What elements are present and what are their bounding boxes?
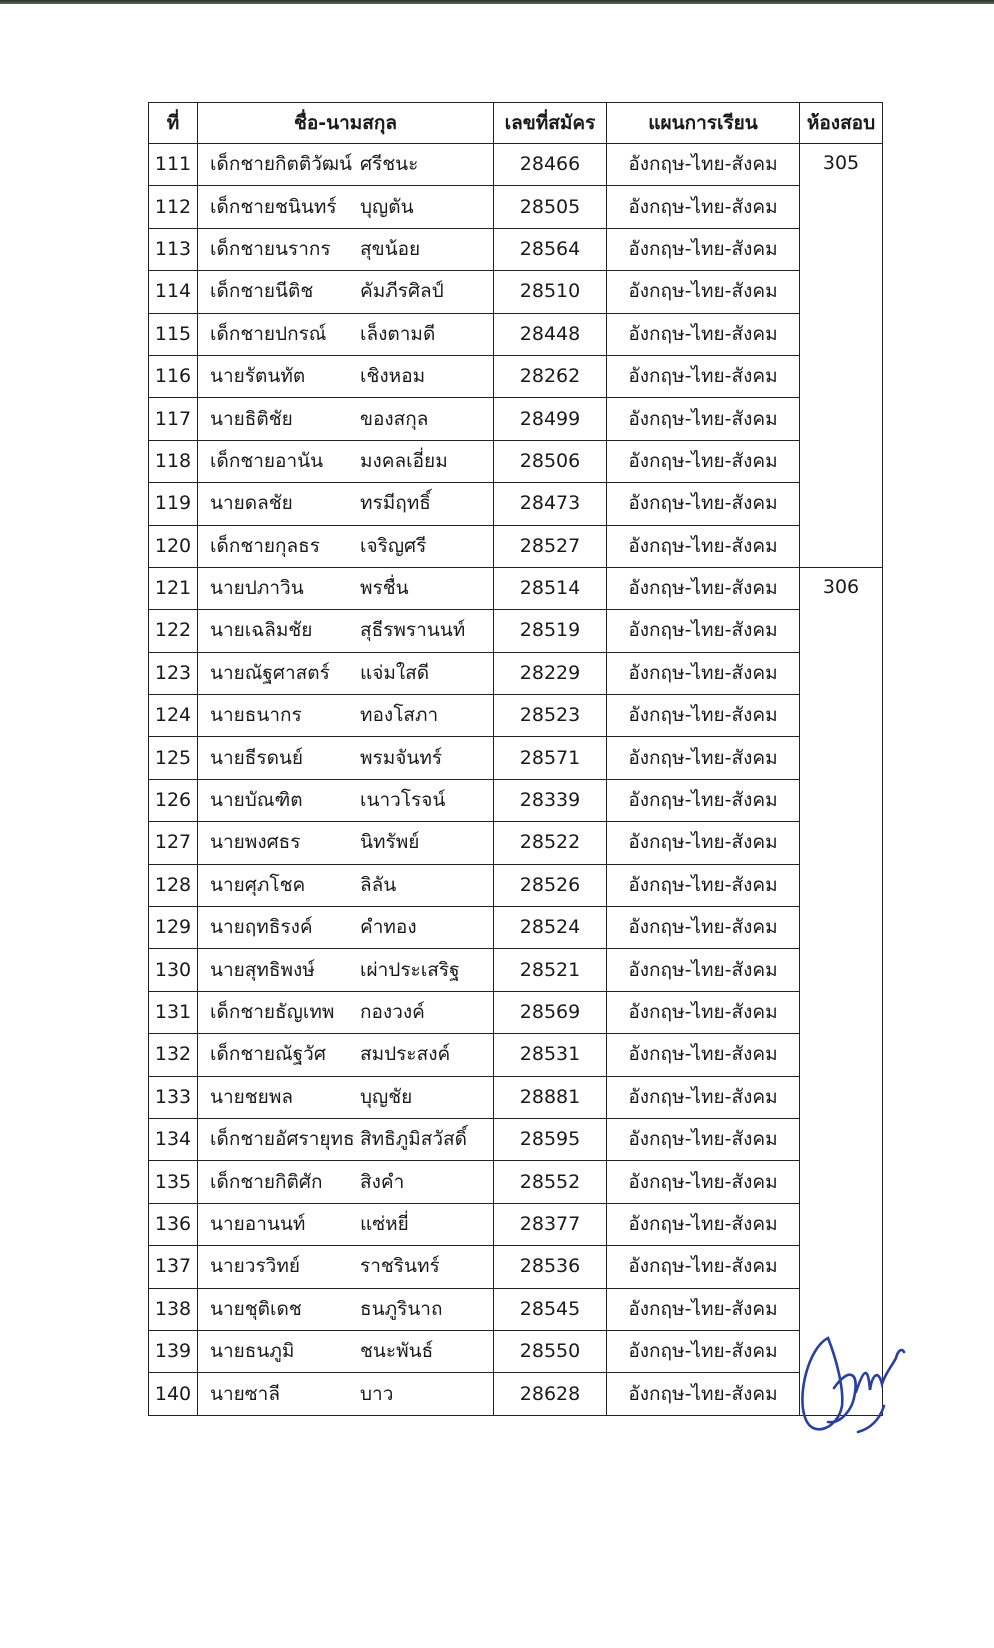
application-number: 28564 (494, 228, 607, 270)
table-row (149, 1076, 883, 1118)
table-row (149, 610, 883, 652)
study-plan: อังกฤษ-ไทย-สังคม (607, 1118, 800, 1160)
application-number: 28523 (494, 695, 607, 737)
study-plan: อังกฤษ-ไทย-สังคม (607, 1288, 800, 1330)
application-number: 28499 (494, 398, 607, 440)
last-name: ทรมีฤทธิ์ (360, 492, 431, 515)
last-name: บุญตัน (360, 195, 414, 218)
student-name-cell (198, 398, 494, 440)
header-app-no: เลขที่สมัคร (494, 103, 607, 144)
student-name-cell (198, 949, 494, 991)
student-name-cell (198, 186, 494, 228)
first-name: นายฤทธิรงค์ (210, 916, 313, 939)
table-row (149, 1330, 883, 1372)
application-number: 28377 (494, 1203, 607, 1245)
student-name-cell (198, 228, 494, 270)
study-plan: อังกฤษ-ไทย-สังคม (607, 864, 800, 906)
table-row (149, 695, 883, 737)
row-number: 127 (149, 822, 198, 864)
study-plan: อังกฤษ-ไทย-สังคม (607, 228, 800, 270)
study-plan: อังกฤษ-ไทย-สังคม (607, 440, 800, 482)
application-number: 28526 (494, 864, 607, 906)
student-name-cell (198, 864, 494, 906)
first-name: เด็กชายธัญเทพ (210, 1001, 335, 1023)
header-plan: แผนการเรียน (607, 103, 800, 144)
student-name-cell (198, 695, 494, 737)
last-name: พรมจันทร์ (360, 746, 443, 769)
table-row (149, 1161, 883, 1203)
first-name: เด็กชายกิตติวัฒน์ (210, 153, 353, 176)
last-name: ราชรินทร์ (360, 1255, 440, 1278)
row-number: 116 (149, 355, 198, 397)
student-name-cell (198, 271, 494, 313)
last-name: สุธีรพรานนท์ (360, 619, 466, 642)
table-row (149, 991, 883, 1033)
first-name: นายธนากร (210, 704, 302, 727)
first-name: นายปภาวิน (210, 577, 304, 600)
table-row (149, 652, 883, 694)
table-row (149, 313, 883, 355)
row-number: 139 (149, 1330, 198, 1372)
application-number: 28571 (494, 737, 607, 779)
study-plan: อังกฤษ-ไทย-สังคม (607, 907, 800, 949)
application-number: 28531 (494, 1034, 607, 1076)
exam-room-table (148, 102, 883, 1416)
row-number: 111 (149, 144, 198, 186)
study-plan: อังกฤษ-ไทย-สังคม (607, 313, 800, 355)
header-name: ชื่อ-นามสกุล (198, 103, 494, 144)
table-row (149, 737, 883, 779)
last-name: แจ่มใสดี (360, 661, 430, 684)
application-number: 28473 (494, 483, 607, 525)
study-plan: อังกฤษ-ไทย-สังคม (607, 991, 800, 1033)
student-name-cell (198, 355, 494, 397)
first-name: นายเฉลิมชัย (210, 619, 313, 642)
table-row (149, 822, 883, 864)
row-number: 134 (149, 1118, 198, 1160)
application-number: 28595 (494, 1118, 607, 1160)
row-number: 135 (149, 1161, 198, 1203)
last-name: มงคลเอี่ยม (360, 449, 448, 472)
row-number: 131 (149, 991, 198, 1033)
row-number: 113 (149, 228, 198, 270)
table-row (149, 355, 883, 397)
study-plan: อังกฤษ-ไทย-สังคม (607, 1203, 800, 1245)
table-row (149, 1034, 883, 1076)
application-number: 28339 (494, 779, 607, 821)
last-name: บาว (360, 1382, 394, 1405)
application-number: 28527 (494, 525, 607, 567)
student-name-cell (198, 440, 494, 482)
student-name-cell (198, 567, 494, 609)
application-number: 28448 (494, 313, 607, 355)
row-number: 126 (149, 779, 198, 821)
application-number: 28514 (494, 567, 607, 609)
table-header-row (149, 103, 883, 144)
first-name: นายอานนท์ (210, 1212, 306, 1235)
study-plan: อังกฤษ-ไทย-สังคม (607, 1161, 800, 1203)
first-name: นายบัณฑิต (210, 789, 303, 812)
study-plan: อังกฤษ-ไทย-สังคม (607, 186, 800, 228)
application-number: 28522 (494, 822, 607, 864)
application-number: 28881 (494, 1076, 607, 1118)
student-name-cell (198, 1118, 494, 1160)
first-name: นายชยพล (210, 1085, 293, 1108)
table-row (149, 525, 883, 567)
first-name: นายณัฐศาสตร์ (210, 661, 330, 684)
row-number: 122 (149, 610, 198, 652)
row-number: 137 (149, 1246, 198, 1288)
last-name: คัมภีรศิลป์ (360, 280, 444, 303)
table-row (149, 144, 883, 186)
first-name: นายชุติเดช (210, 1297, 302, 1320)
study-plan: อังกฤษ-ไทย-สังคม (607, 525, 800, 567)
study-plan: อังกฤษ-ไทย-สังคม (607, 610, 800, 652)
application-number: 28229 (494, 652, 607, 694)
row-number: 119 (149, 483, 198, 525)
first-name: เด็กชายปกรณ์ (210, 322, 327, 345)
study-plan: อังกฤษ-ไทย-สังคม (607, 695, 800, 737)
study-plan: อังกฤษ-ไทย-สังคม (607, 271, 800, 313)
first-name: นายดลชัย (210, 492, 293, 515)
study-plan: อังกฤษ-ไทย-สังคม (607, 822, 800, 864)
student-name-cell (198, 991, 494, 1033)
student-name-cell (198, 1288, 494, 1330)
study-plan: อังกฤษ-ไทย-สังคม (607, 355, 800, 397)
last-name: ชนะพันธ์ (360, 1340, 434, 1363)
table-row (149, 271, 883, 313)
study-plan: อังกฤษ-ไทย-สังคม (607, 1330, 800, 1372)
handwritten-signature (798, 1328, 938, 1448)
first-name: นายรัตนทัต (210, 365, 306, 388)
table-row (149, 1246, 883, 1288)
last-name: สิงคำ (360, 1170, 405, 1193)
last-name: ศรีชนะ (360, 153, 419, 176)
student-name-cell (198, 822, 494, 864)
first-name: นายธีรดนย์ (210, 746, 304, 769)
row-number: 124 (149, 695, 198, 737)
student-name-cell (198, 1246, 494, 1288)
table-row (149, 1118, 883, 1160)
table-row (149, 907, 883, 949)
row-number: 115 (149, 313, 198, 355)
first-name: เด็กชายนรากร (210, 237, 331, 260)
row-number: 121 (149, 567, 198, 609)
row-number: 140 (149, 1373, 198, 1415)
application-number: 28510 (494, 271, 607, 313)
last-name: พรชื่น (360, 577, 409, 600)
table-row (149, 1288, 883, 1330)
first-name: นายธนภูมิ (210, 1340, 295, 1363)
last-name: บุญชัย (360, 1085, 413, 1108)
first-name: นายพงศธร (210, 831, 301, 854)
row-number: 132 (149, 1034, 198, 1076)
table-row (149, 1373, 883, 1415)
last-name: เล็งตามดี (360, 322, 436, 345)
table-row (149, 483, 883, 525)
application-number: 28545 (494, 1288, 607, 1330)
row-number: 118 (149, 440, 198, 482)
student-name-cell (198, 737, 494, 779)
exam-room: 306 (800, 567, 883, 1415)
row-number: 130 (149, 949, 198, 991)
student-name-cell (198, 1373, 494, 1415)
last-name: เผ่าประเสริฐ (360, 958, 460, 981)
table-row (149, 186, 883, 228)
row-number: 128 (149, 864, 198, 906)
table-row (149, 1203, 883, 1245)
student-name-cell (198, 525, 494, 567)
study-plan: อังกฤษ-ไทย-สังคม (607, 398, 800, 440)
last-name: กองวงค์ (360, 1001, 425, 1023)
first-name: นายซาลี (210, 1382, 280, 1405)
row-number: 120 (149, 525, 198, 567)
table-body (149, 144, 883, 1416)
first-name: เด็กชายกิติศัก (210, 1170, 323, 1193)
table-row (149, 949, 883, 991)
last-name: สมประสงค์ (360, 1043, 451, 1066)
student-name-cell (198, 1330, 494, 1372)
application-number: 28569 (494, 991, 607, 1033)
application-number: 28550 (494, 1330, 607, 1372)
application-number: 28524 (494, 907, 607, 949)
row-number: 138 (149, 1288, 198, 1330)
table-row (149, 228, 883, 270)
last-name: คำทอง (360, 916, 417, 939)
table-row (149, 567, 883, 609)
first-name: เด็กชายชนินทร์ (210, 195, 337, 218)
first-name: เด็กชายอัศรายุทธ (210, 1128, 355, 1151)
last-name: ลิลัน (360, 873, 397, 896)
study-plan: อังกฤษ-ไทย-สังคม (607, 779, 800, 821)
first-name: เด็กชายณัฐวัศ (210, 1043, 326, 1066)
student-name-cell (198, 907, 494, 949)
header-no: ที่ (149, 103, 198, 144)
application-number: 28262 (494, 355, 607, 397)
study-plan: อังกฤษ-ไทย-สังคม (607, 1076, 800, 1118)
last-name: ธนภูรินาถ (360, 1297, 443, 1320)
student-name-cell (198, 483, 494, 525)
row-number: 112 (149, 186, 198, 228)
student-name-cell (198, 1161, 494, 1203)
student-name-cell (198, 652, 494, 694)
row-number: 117 (149, 398, 198, 440)
table-row (149, 779, 883, 821)
study-plan: อังกฤษ-ไทย-สังคม (607, 144, 800, 186)
first-name: นายศุภโชค (210, 873, 306, 896)
study-plan: อังกฤษ-ไทย-สังคม (607, 1246, 800, 1288)
exam-room: 305 (800, 144, 883, 568)
student-name-cell (198, 1203, 494, 1245)
study-plan: อังกฤษ-ไทย-สังคม (607, 1373, 800, 1415)
first-name: นายสุทธิพงษ์ (210, 958, 315, 981)
last-name: สุขน้อย (360, 237, 421, 260)
table-row (149, 864, 883, 906)
application-number: 28506 (494, 440, 607, 482)
last-name: เจริญศรี (360, 534, 427, 557)
student-name-cell (198, 1076, 494, 1118)
row-number: 129 (149, 907, 198, 949)
first-name: เด็กชายกุลธร (210, 534, 320, 557)
study-plan: อังกฤษ-ไทย-สังคม (607, 652, 800, 694)
application-number: 28552 (494, 1161, 607, 1203)
application-number: 28505 (494, 186, 607, 228)
last-name: แซ่หยี่ (360, 1212, 409, 1235)
last-name: ของสกุล (360, 407, 429, 430)
student-name-cell (198, 313, 494, 355)
table-row (149, 398, 883, 440)
study-plan: อังกฤษ-ไทย-สังคม (607, 737, 800, 779)
row-number: 125 (149, 737, 198, 779)
last-name: สิทธิภูมิสวัสดิ์ (360, 1128, 467, 1151)
last-name: ทองโสภา (360, 704, 439, 727)
student-name-cell (198, 779, 494, 821)
application-number: 28521 (494, 949, 607, 991)
study-plan: อังกฤษ-ไทย-สังคม (607, 949, 800, 991)
study-plan: อังกฤษ-ไทย-สังคม (607, 567, 800, 609)
student-name-cell (198, 144, 494, 186)
study-plan: อังกฤษ-ไทย-สังคม (607, 483, 800, 525)
scan-edge-band (0, 0, 994, 4)
first-name: นายวรวิทย์ (210, 1255, 300, 1278)
application-number: 28628 (494, 1373, 607, 1415)
table-row (149, 440, 883, 482)
student-name-cell (198, 610, 494, 652)
application-number: 28519 (494, 610, 607, 652)
row-number: 123 (149, 652, 198, 694)
last-name: เนาวโรจน์ (360, 789, 446, 812)
last-name: เชิงหอม (360, 365, 426, 388)
row-number: 136 (149, 1203, 198, 1245)
last-name: นิทรัพย์ (360, 831, 420, 854)
row-number: 133 (149, 1076, 198, 1118)
first-name: เด็กชายนีติช (210, 280, 314, 303)
row-number: 114 (149, 271, 198, 313)
header-room: ห้องสอบ (800, 103, 883, 144)
first-name: นายธิติชัย (210, 407, 293, 430)
application-number: 28466 (494, 144, 607, 186)
application-number: 28536 (494, 1246, 607, 1288)
student-name-cell (198, 1034, 494, 1076)
first-name: เด็กชายอานัน (210, 449, 324, 472)
study-plan: อังกฤษ-ไทย-สังคม (607, 1034, 800, 1076)
